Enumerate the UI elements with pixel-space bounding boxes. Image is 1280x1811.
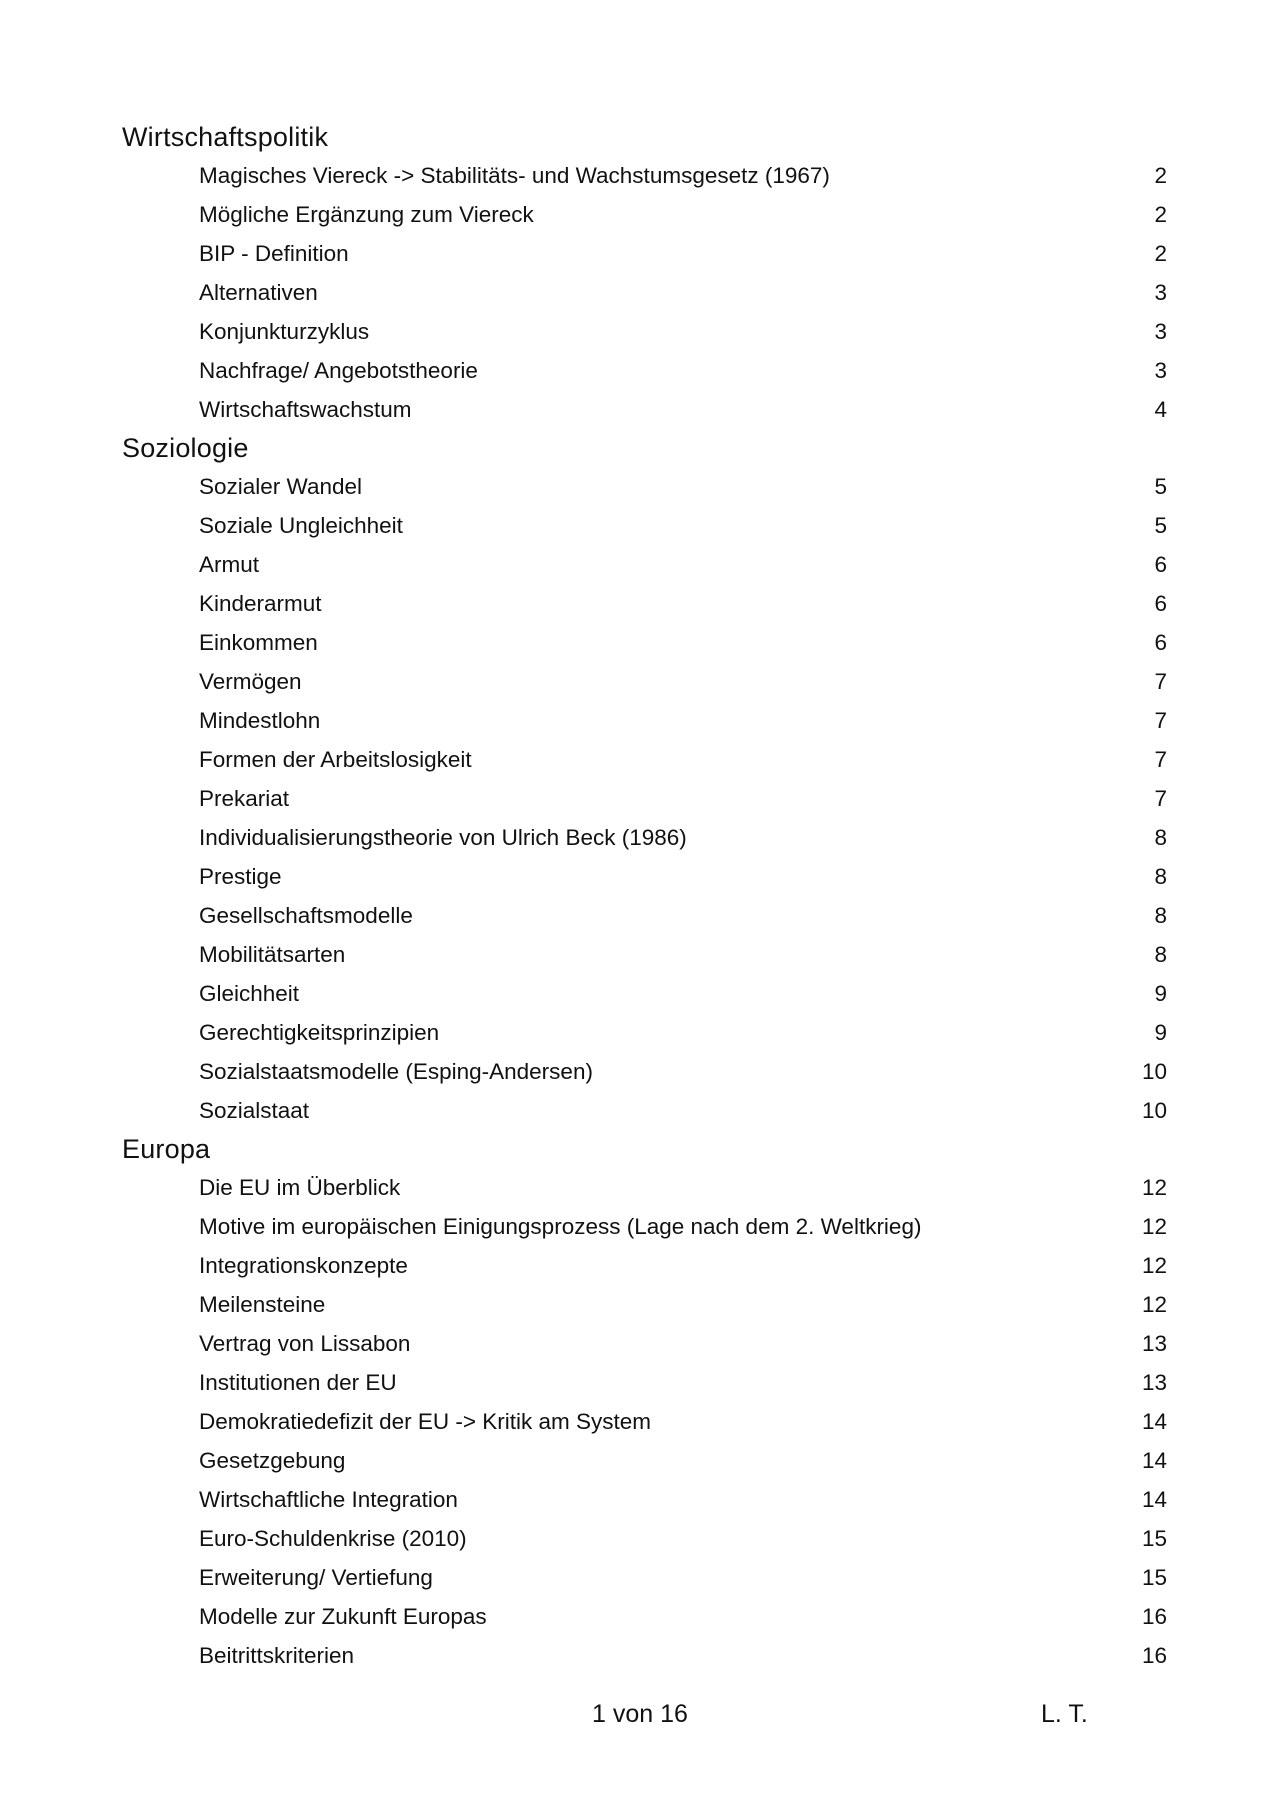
toc-entry-page-number: 3 bbox=[1154, 319, 1167, 344]
toc-entry-label: Integrationskonzepte bbox=[199, 1253, 408, 1278]
section-title: Europa bbox=[122, 1134, 211, 1164]
table-of-contents bbox=[122, 118, 1167, 1675]
toc-entry[interactable] bbox=[122, 1091, 1167, 1130]
toc-entry-page-number: 3 bbox=[1154, 280, 1167, 305]
toc-entry[interactable] bbox=[122, 195, 1167, 234]
toc-entry-page-number: 8 bbox=[1154, 864, 1167, 889]
toc-entry-page-number: 7 bbox=[1154, 786, 1167, 811]
toc-entry[interactable] bbox=[122, 1246, 1167, 1285]
toc-entry-label: Erweiterung/ Vertiefung bbox=[199, 1565, 433, 1590]
toc-entry-page-number: 13 bbox=[1141, 1331, 1167, 1356]
toc-entry[interactable] bbox=[122, 545, 1167, 584]
toc-entry-label: Sozialstaat bbox=[199, 1098, 310, 1123]
toc-entry-page-number: 8 bbox=[1154, 903, 1167, 928]
toc-entry[interactable] bbox=[122, 1441, 1167, 1480]
toc-section bbox=[122, 118, 1167, 429]
toc-entry[interactable] bbox=[122, 1480, 1167, 1519]
toc-entry-page-number: 12 bbox=[1141, 1292, 1167, 1317]
toc-entry[interactable] bbox=[122, 467, 1167, 506]
toc-entry-list bbox=[122, 156, 1167, 429]
toc-entry-page-number: 4 bbox=[1154, 397, 1167, 422]
toc-entry-page-number: 6 bbox=[1154, 630, 1167, 655]
toc-entry-label: Gesetzgebung bbox=[199, 1448, 346, 1473]
toc-entry[interactable] bbox=[122, 896, 1167, 935]
toc-entry-page-number: 10 bbox=[1141, 1098, 1167, 1123]
toc-entry[interactable] bbox=[122, 779, 1167, 818]
toc-entry-label: Modelle zur Zukunft Europas bbox=[199, 1604, 487, 1629]
toc-entry-label: Demokratiedefizit der EU -> Kritik am System bbox=[199, 1409, 651, 1434]
toc-entry-list bbox=[122, 467, 1167, 1130]
toc-entry[interactable] bbox=[122, 234, 1167, 273]
toc-entry-label: Nachfrage/ Angebotstheorie bbox=[199, 358, 478, 383]
toc-entry-label: Magisches Viereck -> Stabilitäts- und Wachstumsgesetz (1967) bbox=[199, 163, 830, 188]
toc-entry[interactable] bbox=[122, 1636, 1167, 1675]
toc-entry[interactable] bbox=[122, 701, 1167, 740]
toc-entry-label: Mobilitätsarten bbox=[199, 942, 346, 967]
toc-entry-page-number: 6 bbox=[1154, 552, 1167, 577]
toc-entry[interactable] bbox=[122, 584, 1167, 623]
toc-entry-page-number: 7 bbox=[1154, 747, 1167, 772]
toc-entry-label: Wirtschaftliche Integration bbox=[199, 1487, 458, 1512]
toc-entry-page-number: 5 bbox=[1154, 474, 1167, 499]
toc-entry[interactable] bbox=[122, 818, 1167, 857]
toc-entry-label: Wirtschaftswachstum bbox=[199, 397, 412, 422]
toc-entry-label: Die EU im Überblick bbox=[199, 1175, 401, 1200]
toc-entry-label: Konjunkturzyklus bbox=[199, 319, 370, 344]
toc-entry[interactable] bbox=[122, 1597, 1167, 1636]
toc-entry-label: Alternativen bbox=[199, 280, 318, 305]
toc-entry-label: Soziale Ungleichheit bbox=[199, 513, 403, 538]
toc-entry[interactable] bbox=[122, 935, 1167, 974]
toc-entry[interactable] bbox=[122, 1013, 1167, 1052]
toc-entry[interactable] bbox=[122, 857, 1167, 896]
toc-entry-list bbox=[122, 1168, 1167, 1675]
toc-entry-page-number: 9 bbox=[1154, 981, 1167, 1006]
toc-entry-label: Prestige bbox=[199, 864, 282, 889]
toc-entry[interactable] bbox=[122, 1052, 1167, 1091]
toc-entry[interactable] bbox=[122, 273, 1167, 312]
toc-entry-label: Gesellschaftsmodelle bbox=[199, 903, 413, 928]
author-initials: L. T. bbox=[1041, 1700, 1088, 1728]
toc-entry-label: Sozialstaatsmodelle (Esping-Andersen) bbox=[199, 1059, 593, 1084]
toc-entry-label: Gleichheit bbox=[199, 981, 300, 1006]
toc-section bbox=[122, 1130, 1167, 1675]
toc-entry[interactable] bbox=[122, 156, 1167, 195]
toc-entry-label: Beitrittskriterien bbox=[199, 1643, 355, 1668]
toc-section bbox=[122, 429, 1167, 1130]
toc-entry[interactable] bbox=[122, 1402, 1167, 1441]
toc-entry-label: Prekariat bbox=[199, 786, 290, 811]
toc-entry[interactable] bbox=[122, 623, 1167, 662]
toc-entry-page-number: 14 bbox=[1141, 1487, 1167, 1512]
toc-entry-page-number: 14 bbox=[1141, 1448, 1167, 1473]
toc-entry-page-number: 12 bbox=[1141, 1214, 1167, 1239]
toc-entry-page-number: 8 bbox=[1154, 942, 1167, 967]
toc-entry-page-number: 3 bbox=[1154, 358, 1167, 383]
toc-entry[interactable] bbox=[122, 351, 1167, 390]
toc-entry-label: Kinderarmut bbox=[199, 591, 322, 616]
toc-entry[interactable] bbox=[122, 1363, 1167, 1402]
toc-entry-page-number: 16 bbox=[1141, 1643, 1167, 1668]
toc-entry[interactable] bbox=[122, 1285, 1167, 1324]
toc-entry-label: Mindestlohn bbox=[199, 708, 321, 733]
toc-entry-label: Formen der Arbeitslosigkeit bbox=[199, 747, 472, 772]
section-title: Soziologie bbox=[122, 433, 249, 463]
toc-entry-page-number: 2 bbox=[1154, 163, 1167, 188]
toc-entry[interactable] bbox=[122, 1519, 1167, 1558]
toc-entry-label: Euro-Schuldenkrise (2010) bbox=[199, 1526, 467, 1551]
toc-entry[interactable] bbox=[122, 974, 1167, 1013]
toc-entry-page-number: 12 bbox=[1141, 1253, 1167, 1278]
toc-entry-label: Meilensteine bbox=[199, 1292, 326, 1317]
toc-entry[interactable] bbox=[122, 1207, 1167, 1246]
toc-entry[interactable] bbox=[122, 740, 1167, 779]
section-title: Wirtschaftspolitik bbox=[122, 122, 329, 152]
toc-entry[interactable] bbox=[122, 390, 1167, 429]
toc-entry-page-number: 14 bbox=[1141, 1409, 1167, 1434]
toc-entry[interactable] bbox=[122, 1558, 1167, 1597]
toc-entry-page-number: 6 bbox=[1154, 591, 1167, 616]
toc-entry-page-number: 8 bbox=[1154, 825, 1167, 850]
toc-entry-page-number: 12 bbox=[1141, 1175, 1167, 1200]
toc-entry[interactable] bbox=[122, 506, 1167, 545]
toc-entry-page-number: 2 bbox=[1154, 202, 1167, 227]
toc-entry-label: Institutionen der EU bbox=[199, 1370, 397, 1395]
toc-entry-page-number: 13 bbox=[1141, 1370, 1167, 1395]
toc-entry-page-number: 7 bbox=[1154, 669, 1167, 694]
toc-entry-label: Mögliche Ergänzung zum Viereck bbox=[199, 202, 534, 227]
toc-entry-page-number: 5 bbox=[1154, 513, 1167, 538]
toc-entry[interactable] bbox=[122, 312, 1167, 351]
toc-entry-label: Motive im europäischen Einigungsprozess (Lage nach dem 2. Weltkrieg) bbox=[199, 1214, 922, 1239]
toc-entry-label: Gerechtigkeitsprinzipien bbox=[199, 1020, 440, 1045]
toc-entry-label: Individualisierungstheorie von Ulrich Beck (1986) bbox=[199, 825, 687, 850]
toc-entry-page-number: 15 bbox=[1141, 1526, 1167, 1551]
toc-entry-label: BIP - Definition bbox=[199, 241, 349, 266]
toc-entry-page-number: 16 bbox=[1141, 1604, 1167, 1629]
toc-entry-label: Sozialer Wandel bbox=[199, 474, 362, 499]
toc-entry-label: Vermögen bbox=[199, 669, 302, 694]
toc-entry-label: Einkommen bbox=[199, 630, 318, 655]
toc-entry-page-number: 2 bbox=[1154, 241, 1167, 266]
toc-entry[interactable] bbox=[122, 1168, 1167, 1207]
toc-entry-page-number: 7 bbox=[1154, 708, 1167, 733]
toc-entry-page-number: 10 bbox=[1141, 1059, 1167, 1084]
toc-entry-page-number: 9 bbox=[1154, 1020, 1167, 1045]
toc-entry-label: Vertrag von Lissabon bbox=[199, 1331, 411, 1356]
toc-entry-label: Armut bbox=[199, 552, 260, 577]
toc-entry[interactable] bbox=[122, 1324, 1167, 1363]
toc-entry[interactable] bbox=[122, 662, 1167, 701]
page-indicator: 1 von 16 bbox=[592, 1700, 688, 1728]
toc-entry-page-number: 15 bbox=[1141, 1565, 1167, 1590]
